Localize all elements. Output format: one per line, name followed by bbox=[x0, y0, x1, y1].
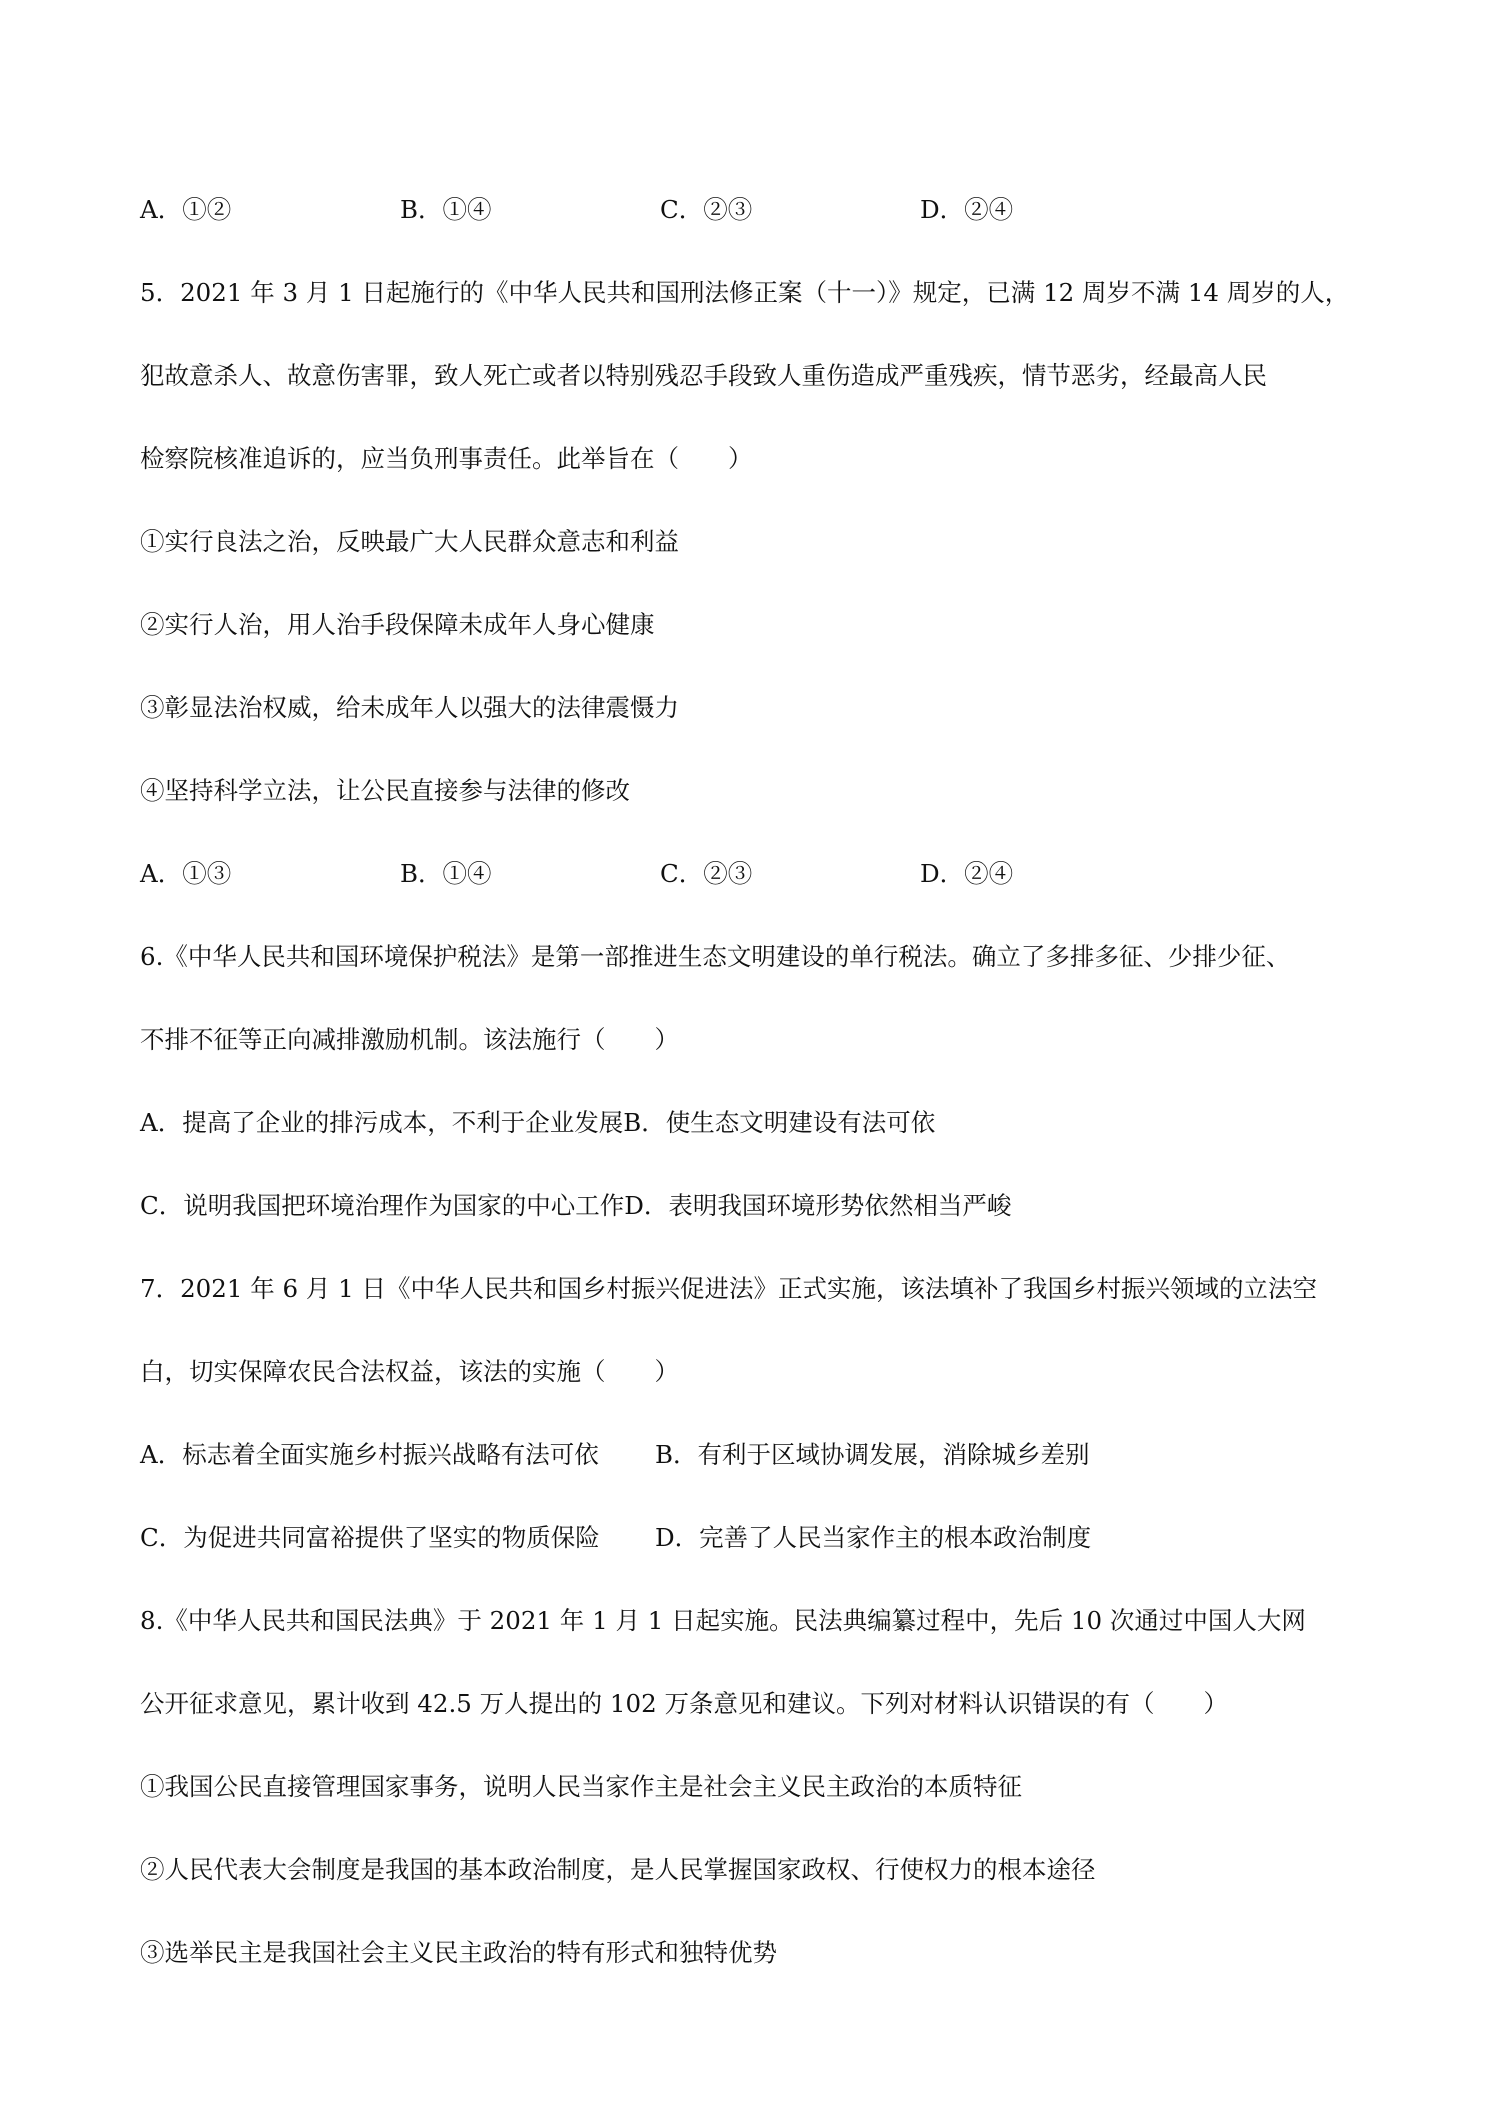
q7-options-row-1 bbox=[140, 1435, 1090, 1475]
q7-stem-line-1: 7．2021 年 6 月 1 日《中华人民共和国乡村振兴促进法》正式实施，该法填补了我国乡村振兴领域的立法空 bbox=[140, 1274, 1318, 1303]
q7-options-row-2 bbox=[140, 1518, 1091, 1558]
q5-stem-line-2: 犯故意杀人、故意伤害罪，致人死亡或者以特别残忍手段致人重伤造成严重残疾，情节恶劣，经最高人民 bbox=[140, 361, 1267, 390]
q5-statement-3: ③彰显法治权威，给未成年人以强大的法律震慑力 bbox=[140, 693, 679, 722]
q5-option-c: C．②③ bbox=[660, 859, 753, 888]
q6-option-cd: C．说明我国把环境治理作为国家的中心工作D．表明我国环境形势依然相当严峻 bbox=[140, 1191, 1012, 1220]
q8-statement-1: ①我国公民直接管理国家事务，说明人民当家作主是社会主义民主政治的本质特征 bbox=[140, 1772, 1022, 1801]
q5-stem-line-1: 5．2021 年 3 月 1 日起施行的《中华人民共和国刑法修正案（十一）》规定，已满 12 周岁不满 14 周岁的人， bbox=[140, 278, 1350, 307]
q7-stem-line-2: 白，切实保障农民合法权益，该法的实施（ ） bbox=[140, 1357, 679, 1386]
q4-option-a: A．①② bbox=[140, 195, 232, 224]
q4-option-d: D．②④ bbox=[920, 195, 1014, 224]
q8-statement-2: ②人民代表大会制度是我国的基本政治制度，是人民掌握国家政权、行使权力的根本途径 bbox=[140, 1855, 1096, 1884]
q7-option-a: A．标志着全面实施乡村振兴战略有法可依 bbox=[140, 1440, 599, 1469]
q5-option-d: D．②④ bbox=[920, 859, 1014, 888]
q5-option-b: B．①④ bbox=[400, 859, 492, 888]
q5-statement-4: ④坚持科学立法，让公民直接参与法律的修改 bbox=[140, 776, 630, 805]
q8-stem-line-1: 8.《中华人民共和国民法典》于 2021 年 1 月 1 日起实施。民法典编纂过程中，先后 10 次通过中国人大网 bbox=[140, 1606, 1306, 1635]
q7-option-b: B．有利于区域协调发展，消除城乡差别 bbox=[655, 1440, 1090, 1469]
q6-option-ab: A．提高了企业的排污成本，不利于企业发展B．使生态文明建设有法可依 bbox=[140, 1108, 936, 1137]
q5-statement-1: ①实行良法之治，反映最广大人民群众意志和利益 bbox=[140, 527, 679, 556]
q6-stem-line-1: 6.《中华人民共和国环境保护税法》是第一部推进生态文明建设的单行税法。确立了多排多征、少排少征、 bbox=[140, 942, 1291, 971]
q8-statement-3: ③选举民主是我国社会主义民主政治的特有形式和独特优势 bbox=[140, 1938, 777, 1967]
q4-option-c: C．②③ bbox=[660, 195, 753, 224]
q7-option-d: D．完善了人民当家作主的根本政治制度 bbox=[655, 1523, 1092, 1552]
q5-statement-2: ②实行人治，用人治手段保障未成年人身心健康 bbox=[140, 610, 655, 639]
q5-option-a: A．①③ bbox=[140, 859, 232, 888]
q5-stem-line-3: 检察院核准追诉的，应当负刑事责任。此举旨在（ ） bbox=[140, 444, 753, 473]
q7-option-c: C．为促进共同富裕提供了坚实的物质保险 bbox=[140, 1523, 600, 1552]
q4-option-b: B．①④ bbox=[400, 195, 492, 224]
q8-stem-line-2: 公开征求意见，累计收到 42.5 万人提出的 102 万条意见和建议。下列对材料认识错误的有（ ） bbox=[140, 1689, 1228, 1718]
q5-options bbox=[140, 854, 1180, 894]
q6-stem-line-2: 不排不征等正向减排激励机制。该法施行（ ） bbox=[140, 1025, 679, 1054]
q4-options bbox=[140, 190, 1180, 230]
